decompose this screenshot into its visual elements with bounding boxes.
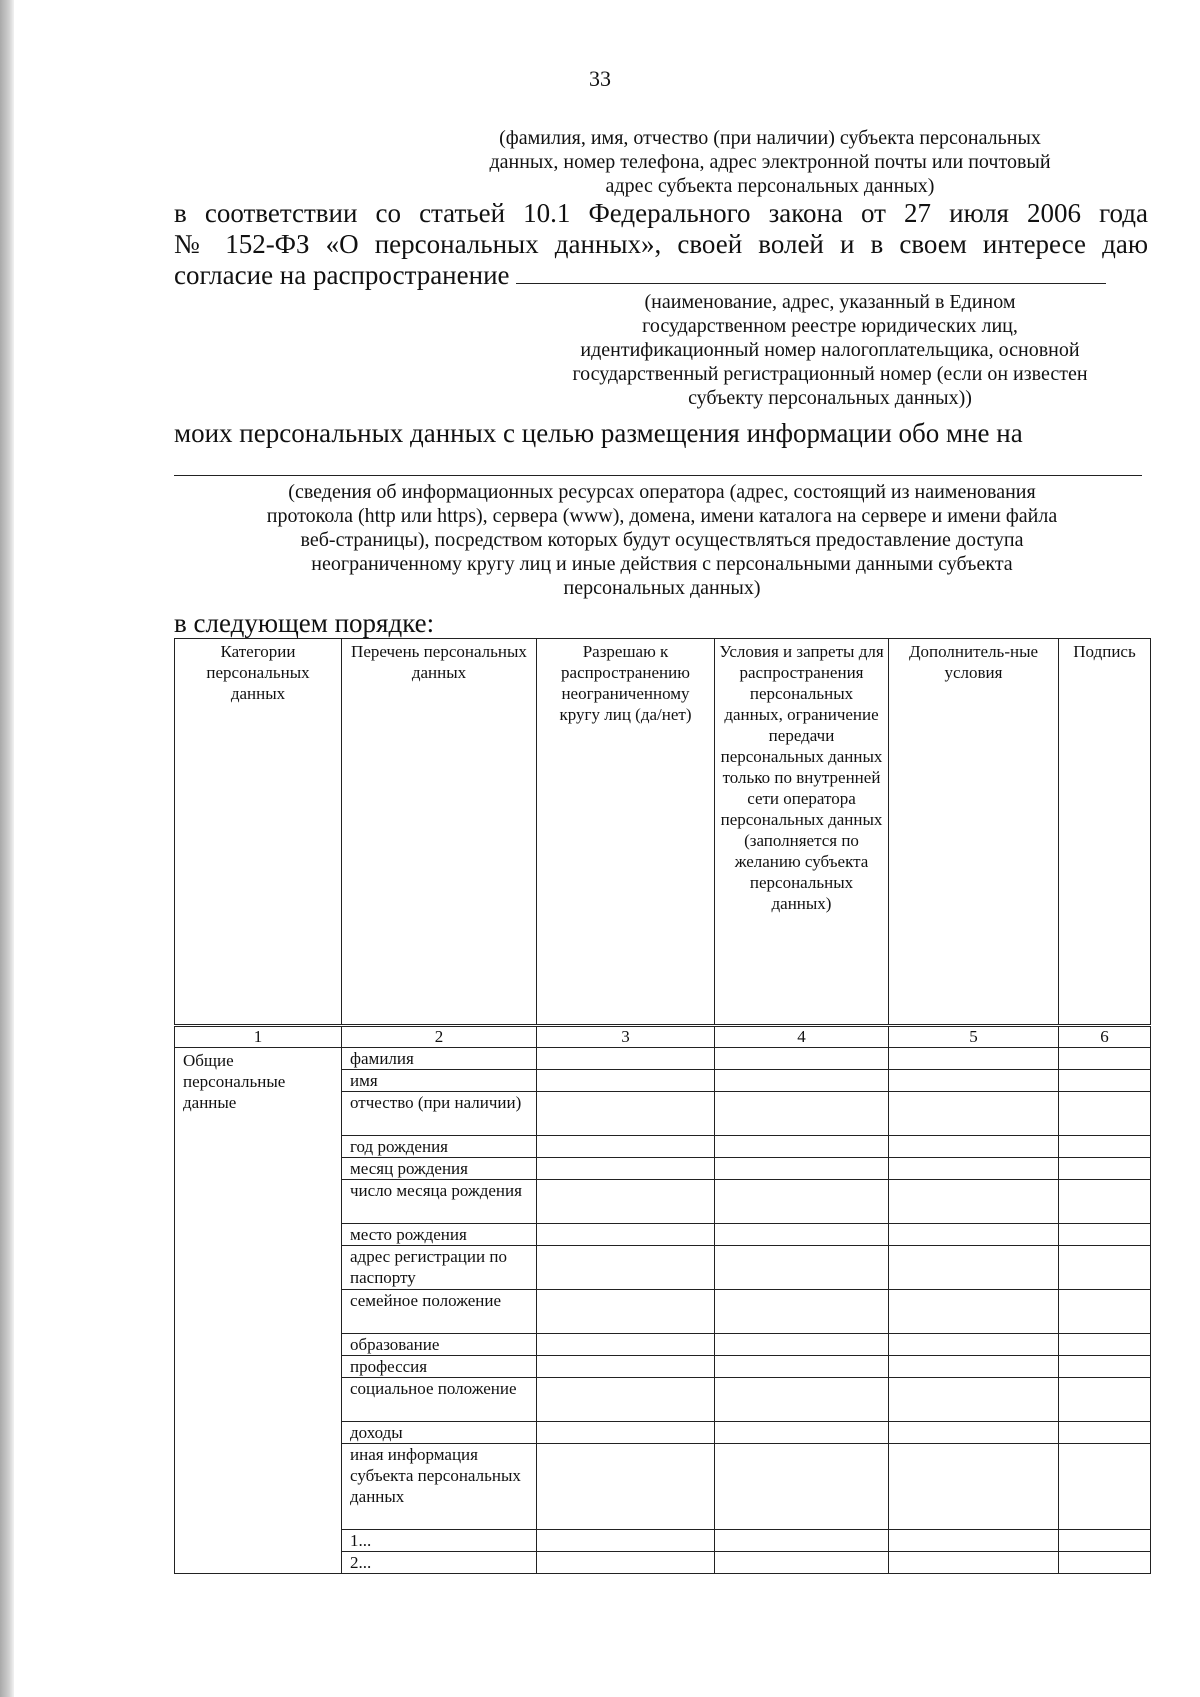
column-number: 1 <box>175 1026 342 1048</box>
signature-cell[interactable] <box>1059 1224 1151 1246</box>
conditions-cell[interactable] <box>715 1356 889 1378</box>
item-cell: число месяца рождения <box>342 1180 537 1224</box>
conditions-cell[interactable] <box>715 1180 889 1224</box>
operator-caption-line: государственном реестре юридических лиц, <box>642 315 1018 337</box>
signature-cell[interactable] <box>1059 1290 1151 1334</box>
conditions-cell[interactable] <box>715 1048 889 1070</box>
additional-cell[interactable] <box>889 1552 1059 1574</box>
permission-cell[interactable] <box>537 1070 715 1092</box>
permission-cell[interactable] <box>537 1136 715 1158</box>
additional-cell[interactable] <box>889 1180 1059 1224</box>
item-cell: имя <box>342 1070 537 1092</box>
consent-line: в соответствии со статьей 10.1 Федерального закона от 27 июля 2006 года <box>174 198 1148 228</box>
conditions-cell[interactable] <box>715 1334 889 1356</box>
header-conditions: Условия и запреты для распространения персональных данных, ограничение передачи персональных данных только по внутренней сети оператора персональных данных (заполняется по желанию субъекта персональных данных) <box>715 639 889 1026</box>
purpose-text: моих персональных данных с целью размещения информации обо мне на <box>174 418 1023 448</box>
additional-cell[interactable] <box>889 1246 1059 1290</box>
column-number: 5 <box>889 1026 1059 1048</box>
additional-cell[interactable] <box>889 1070 1059 1092</box>
signature-cell[interactable] <box>1059 1444 1151 1530</box>
subject-caption <box>420 126 1120 198</box>
resources-caption-line: протокола (http или https), сервера (www), домена, имени каталога на сервере и имени файла <box>266 505 1058 527</box>
permission-cell[interactable] <box>537 1334 715 1356</box>
item-cell: образование <box>342 1334 537 1356</box>
permission-cell[interactable] <box>537 1180 715 1224</box>
item-cell: адрес регистрации по паспорту <box>342 1246 537 1290</box>
signature-cell[interactable] <box>1059 1552 1151 1574</box>
column-number: 6 <box>1059 1026 1151 1048</box>
item-cell: фамилия <box>342 1048 537 1070</box>
conditions-cell[interactable] <box>715 1552 889 1574</box>
conditions-cell[interactable] <box>715 1246 889 1290</box>
permission-cell[interactable] <box>537 1444 715 1530</box>
permission-cell[interactable] <box>537 1356 715 1378</box>
signature-cell[interactable] <box>1059 1378 1151 1422</box>
header-permission: Разрешаю к распространению неограниченному кругу лиц (да/нет) <box>537 639 715 1026</box>
conditions-cell[interactable] <box>715 1378 889 1422</box>
resources-caption-line: веб-страницы), посредством которых будут осуществляться предоставление доступа <box>300 529 1024 551</box>
scan-edge-shadow <box>0 0 14 1697</box>
column-number-row <box>175 1026 1151 1048</box>
operator-caption-line: государственный регистрационный номер (если он известен <box>572 363 1088 385</box>
item-cell: иная информация субъекта персональных данных <box>342 1444 537 1530</box>
conditions-cell[interactable] <box>715 1224 889 1246</box>
permission-cell[interactable] <box>537 1552 715 1574</box>
permission-cell[interactable] <box>537 1224 715 1246</box>
header-categories: Категории персональных данных <box>175 639 342 1026</box>
conditions-cell[interactable] <box>715 1290 889 1334</box>
conditions-cell[interactable] <box>715 1092 889 1136</box>
permission-cell[interactable] <box>537 1422 715 1444</box>
conditions-cell[interactable] <box>715 1530 889 1552</box>
item-cell: социальное положение <box>342 1378 537 1422</box>
item-cell: 2... <box>342 1552 537 1574</box>
header-list: Перечень персональных данных <box>342 639 537 1026</box>
additional-cell[interactable] <box>889 1378 1059 1422</box>
additional-cell[interactable] <box>889 1444 1059 1530</box>
permission-cell[interactable] <box>537 1092 715 1136</box>
resources-caption-line: персональных данных) <box>563 577 761 599</box>
operator-caption-line: (наименование, адрес, указанный в Едином <box>644 291 1016 313</box>
signature-cell[interactable] <box>1059 1070 1151 1092</box>
signature-cell[interactable] <box>1059 1334 1151 1356</box>
signature-cell[interactable] <box>1059 1246 1151 1290</box>
subject-caption-line: адрес субъекта персональных данных) <box>605 175 935 197</box>
column-number: 2 <box>342 1026 537 1048</box>
table-row <box>175 1048 1151 1070</box>
header-signature: Подпись <box>1059 639 1151 1026</box>
header-additional: Дополнитель-ные условия <box>889 639 1059 1026</box>
additional-cell[interactable] <box>889 1290 1059 1334</box>
resources-caption-line: (сведения об информационных ресурсах оператора (адрес, состоящий из наименования <box>288 481 1036 503</box>
item-cell: месяц рождения <box>342 1158 537 1180</box>
signature-cell[interactable] <box>1059 1136 1151 1158</box>
conditions-cell[interactable] <box>715 1158 889 1180</box>
subject-caption-line: (фамилия, имя, отчество (при наличии) субъекта персональных <box>499 127 1041 149</box>
permission-cell[interactable] <box>537 1246 715 1290</box>
signature-cell[interactable] <box>1059 1158 1151 1180</box>
personal-data-table <box>174 638 1151 1574</box>
additional-cell[interactable] <box>889 1048 1059 1070</box>
item-cell: отчество (при наличии) <box>342 1092 537 1136</box>
conditions-cell[interactable] <box>715 1070 889 1092</box>
permission-cell[interactable] <box>537 1048 715 1070</box>
resources-caption <box>174 480 1150 600</box>
item-cell: год рождения <box>342 1136 537 1158</box>
consent-line-text: согласие на распространение <box>174 260 510 290</box>
operator-caption <box>510 290 1150 410</box>
additional-cell[interactable] <box>889 1158 1059 1180</box>
signature-cell[interactable] <box>1059 1356 1151 1378</box>
column-number: 3 <box>537 1026 715 1048</box>
item-cell: 1... <box>342 1530 537 1552</box>
permission-cell[interactable] <box>537 1530 715 1552</box>
additional-cell[interactable] <box>889 1224 1059 1246</box>
consent-line <box>174 260 1148 291</box>
resources-caption-line: неограниченному кругу лиц и иные действия с персональными данными субъекта <box>311 553 1013 575</box>
table-header-row <box>175 639 1151 1026</box>
conditions-cell[interactable] <box>715 1422 889 1444</box>
additional-cell[interactable] <box>889 1092 1059 1136</box>
item-cell: семейное положение <box>342 1290 537 1334</box>
conditions-cell[interactable] <box>715 1136 889 1158</box>
resources-blank-field[interactable] <box>174 475 1142 476</box>
additional-cell[interactable] <box>889 1356 1059 1378</box>
additional-cell[interactable] <box>889 1136 1059 1158</box>
signature-cell[interactable] <box>1059 1048 1151 1070</box>
permission-cell[interactable] <box>537 1290 715 1334</box>
permission-cell[interactable] <box>537 1378 715 1422</box>
item-cell: место рождения <box>342 1224 537 1246</box>
page-number: 33 <box>589 66 611 91</box>
subject-caption-line: данных, номер телефона, адрес электронной почты или почтовый <box>489 151 1051 173</box>
signature-cell[interactable] <box>1059 1092 1151 1136</box>
consent-paragraph <box>174 198 1148 291</box>
operator-caption-line: субъекту персональных данных)) <box>688 387 972 409</box>
operator-blank-field[interactable] <box>516 261 1106 284</box>
item-cell: доходы <box>342 1422 537 1444</box>
signature-cell[interactable] <box>1059 1422 1151 1444</box>
permission-cell[interactable] <box>537 1158 715 1180</box>
column-number: 4 <box>715 1026 889 1048</box>
operator-caption-line: идентификационный номер налогоплательщика, основной <box>580 339 1080 361</box>
additional-cell[interactable] <box>889 1530 1059 1552</box>
additional-cell[interactable] <box>889 1422 1059 1444</box>
consent-line: № 152-ФЗ «О персональных данных», своей волей и в своем интересе даю <box>174 229 1148 259</box>
item-cell: профессия <box>342 1356 537 1378</box>
conditions-cell[interactable] <box>715 1444 889 1530</box>
signature-cell[interactable] <box>1059 1530 1151 1552</box>
signature-cell[interactable] <box>1059 1180 1151 1224</box>
order-text: в следующем порядке: <box>174 608 435 638</box>
category-cell: Общие персональные данные <box>175 1048 342 1574</box>
additional-cell[interactable] <box>889 1334 1059 1356</box>
